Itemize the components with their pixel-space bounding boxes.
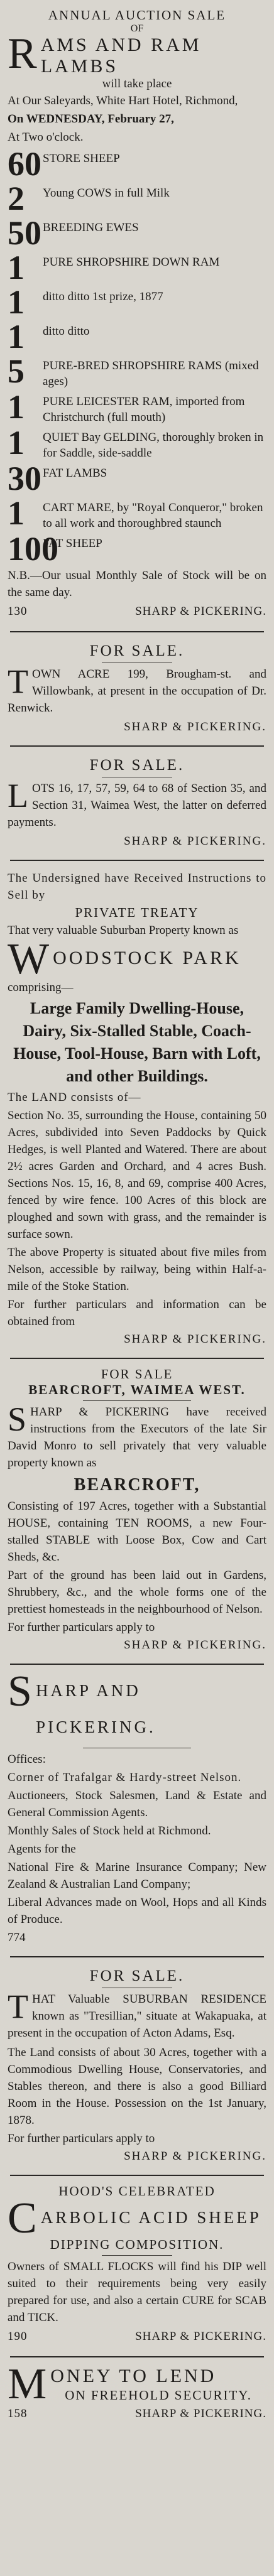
auction-title: ANNUAL AUCTION SALE	[48, 8, 226, 23]
auction-lot-number: 30	[8, 460, 41, 497]
divider	[10, 2356, 264, 2357]
bearcroft-further: For further particulars apply to	[8, 1621, 155, 1634]
money-signature: SHARP & PICKERING.	[135, 2407, 266, 2420]
auction-lot	[8, 532, 266, 566]
woodstock-signature: SHARP & PICKERING.	[124, 1333, 266, 1346]
short-divider	[102, 2255, 172, 2256]
woodstock-park-ad	[5, 865, 269, 1354]
auction-lot-number: 5	[8, 352, 25, 390]
bearcroft-details: Consisting of 197 Acres, together with a Substantial HOUSE, containing TEN ROOMS, a new Four-stalled STABLE with Loose Box, Cow and Cart Sheds, &c.	[8, 1500, 266, 1564]
auction-time: At Two o'clock.	[8, 131, 84, 144]
bearcroft-signature: SHARP & PICKERING.	[124, 1638, 266, 1652]
tresillian-text: HAT Valuable SUBURBAN RESIDENCE known as "Tresillian," situate at Wakapuaka, at present in the occupation of Acton Adams, Esq.	[8, 1993, 266, 2040]
for-sale-signature: SHARP & PICKERING.	[124, 835, 266, 848]
carbolic-footer	[8, 2330, 266, 2344]
auction-lot-text: CART MARE, by "Royal Conqueror," broken to all work and thoroughbred staunch	[43, 501, 263, 530]
auction-footer	[8, 605, 266, 619]
bearcroft-name: BEARCROFT,	[74, 1475, 200, 1495]
for-sale-lots-ad	[5, 750, 269, 856]
offices-name-row	[8, 1667, 266, 1745]
offices-name: HARP AND PICKERING.	[35, 1681, 156, 1736]
woodstock-dropcap: W	[8, 935, 50, 983]
tresillian-ad	[5, 1961, 269, 2171]
auction-lot	[8, 354, 266, 389]
auction-lot	[8, 147, 266, 181]
auction-lot-text: FAT SHEEP	[43, 537, 102, 550]
auction-date: On WEDNESDAY, February 27,	[8, 112, 174, 126]
money-footer	[8, 2407, 266, 2421]
auction-lot-text: ditto ditto	[43, 325, 90, 338]
woodstock-land-body: Section No. 35, surrounding the House, containing 50 Acres, subdivided into Seven Paddocks by Quick Hedges, is well Planted and Watered. There are about 2½ acres Garden and Orchard, and 4 acres Bush. Sections Nos. 15, 16, 8, and 69, comprise 400 Acres, fenced by wire fence. 100 Acres of this block are ploughed and sown with grass, and the remainder is surface sown.	[8, 1109, 266, 1241]
woodstock-subtitle: That very valuable Suburban Property known as	[8, 924, 239, 937]
carbolic-signature: SHARP & PICKERING.	[135, 2330, 266, 2343]
auction-signature: SHARP & PICKERING.	[135, 605, 266, 618]
woodstock-further: For further particulars and information can be obtained from	[8, 1298, 266, 1328]
auction-lot-text: PURE LEICESTER RAM, imported from Christchurch (full mouth)	[43, 395, 245, 424]
auction-dropcap: R	[8, 30, 37, 78]
for-sale-text: OWN ACRE 199, Brougham-st. and Willowbank, at present in the occupation of Dr. Renwick.	[8, 668, 266, 715]
money-ref-number: 158	[8, 2407, 28, 2420]
money-name-row	[8, 2360, 266, 2408]
auction-lot-number: 1	[8, 283, 25, 321]
carbolic-ref-number: 190	[8, 2330, 28, 2343]
auction-lots-list	[8, 147, 266, 566]
bearcroft-subheading: BEARCROFT, WAIMEA WEST.	[28, 1382, 246, 1397]
bearcroft-body	[8, 1400, 266, 1471]
offices-advances: Liberal Advances made on Wool, Hops and all Kinds of Produce.	[8, 1896, 266, 1926]
tresillian-land: The Land consists of about 30 Acres, together with a Commodious Dwelling House, Conservatories, and Stables thereon, and there is also a good Billiard Room in the House. Possession on the 1st January, 1878.	[8, 2046, 266, 2127]
for-sale-town-acre-ad	[5, 636, 269, 742]
divider	[10, 2175, 264, 2176]
auction-lot-text: BREEDING EWES	[43, 221, 139, 234]
woodstock-treaty: PRIVATE TREATY	[75, 905, 199, 920]
divider	[10, 1358, 264, 1359]
tresillian-signature: SHARP & PICKERING.	[124, 2150, 266, 2163]
tresillian-body	[8, 1988, 266, 2042]
auction-lot-text: FAT LAMBS	[43, 467, 107, 480]
for-sale-text: OTS 16, 17, 57, 59, 64 to 68 of Section 35, and Section 31, Waimea West, the latter on deferred payments.	[8, 782, 266, 829]
auction-lot-text: STORE SHEEP	[43, 152, 120, 165]
carbolic-sub: DIPPING COMPOSITION.	[50, 2237, 224, 2252]
tresillian-heading: FOR SALE.	[89, 1967, 185, 1984]
auction-ad	[5, 4, 269, 627]
auction-lot	[8, 390, 266, 425]
woodstock-name-row	[8, 935, 266, 983]
bearcroft-heading: FOR SALE	[101, 1366, 173, 1382]
carbolic-dropcap: C	[8, 2194, 37, 2243]
divider	[10, 1664, 264, 1665]
money-sub: ON FREEHOLD SECURITY.	[65, 2388, 252, 2403]
carbolic-ad	[5, 2180, 269, 2352]
auction-lot	[8, 496, 266, 531]
offices-agencies: National Fire & Marine Insurance Company; New Zealand & Australian Land Company;	[8, 1861, 266, 1891]
short-divider	[83, 1400, 191, 1401]
for-sale-dropcap: T	[8, 663, 28, 700]
offices-roles: Auctioneers, Stock Salesmen, Land & Estate and General Commission Agents.	[8, 1789, 266, 1819]
auction-lot-text: ditto ditto 1st prize, 1877	[43, 290, 163, 303]
divider	[10, 860, 264, 861]
money-dropcap: M	[8, 2360, 47, 2408]
divider	[10, 1956, 264, 1957]
carbolic-title: HOOD'S CELEBRATED	[58, 2184, 216, 2199]
offices-dropcap: S	[8, 1667, 32, 1716]
auction-lot	[8, 216, 266, 250]
auction-lot-text: PURE-BRED SHROPSHIRE RAMS (mixed ages)	[43, 359, 259, 388]
offices-label: Offices:	[8, 1753, 46, 1766]
auction-lot-text: PURE SHROPSHIRE DOWN RAM	[43, 256, 220, 269]
auction-lot	[8, 320, 266, 354]
for-sale-heading: FOR SALE.	[89, 757, 185, 774]
offices-ref-number: 774	[8, 1931, 26, 1944]
woodstock-note: The above Property is situated about five miles from Nelson, accessible by railway, being within Half-a-mile of the Stoke Station.	[8, 1246, 266, 1293]
tresillian-dropcap: T	[8, 1988, 28, 2025]
auction-lot	[8, 285, 266, 319]
auction-lot	[8, 462, 266, 495]
auction-lot-number: 2	[8, 180, 25, 217]
carbolic-body: Owners of SMALL FLOCKS will find his DIP well suited to their requirements being very easily prepared for use, and also a certain CURE for SCAB and TICK.	[8, 2260, 266, 2324]
auction-lot-number: 1	[8, 318, 25, 355]
woodstock-features: Large Family Dwelling-House, Dairy, Six-Stalled Stable, Coach-House, Tool-House, Barn with Loft, and other Buildings.	[13, 999, 261, 1085]
offices-agents-for: Agents for the	[8, 1843, 76, 1856]
auction-headline-row	[8, 30, 266, 91]
for-sale-body	[8, 663, 266, 717]
carbolic-name-row	[8, 2194, 266, 2243]
auction-lot	[8, 181, 266, 215]
woodstock-comprising: comprising—	[8, 981, 74, 994]
auction-lot-number: 1	[8, 424, 25, 462]
auction-lot	[8, 426, 266, 461]
auction-will-take-place: will take place	[102, 77, 172, 90]
auction-lot-text: Young COWS in full Milk	[43, 187, 170, 200]
auction-lot-number: 1	[8, 249, 25, 286]
auction-lot-number: 100	[8, 530, 58, 568]
auction-ref-number: 130	[8, 605, 28, 618]
auction-lot-number: 60	[8, 145, 41, 183]
auction-lot-number: 1	[8, 388, 25, 426]
auction-lot-number: 1	[8, 494, 25, 532]
woodstock-intro: The Undersigned have Received Instructions to Sell by	[8, 872, 266, 902]
auction-lot-text: QUIET Bay GELDING, thoroughly broken in for Saddle, side-saddle	[43, 431, 264, 460]
offices-ad	[5, 1669, 269, 1952]
auction-headline: AMS AND RAM LAMBS	[40, 35, 202, 77]
bearcroft-text: HARP & PICKERING have received instructions from the Executors of the late Sir David Monro to sell privately that very valuable property known as	[8, 1405, 266, 1469]
newspaper-column	[5, 0, 269, 2430]
tresillian-further: For further particulars apply to	[8, 2132, 155, 2145]
divider	[10, 631, 264, 632]
divider	[10, 745, 264, 747]
bearcroft-ad	[5, 1363, 269, 1660]
woodstock-name: OODSTOCK PARK	[53, 948, 241, 968]
bearcroft-dropcap: S	[8, 1400, 27, 1438]
offices-monthly: Monthly Sales of Stock held at Richmond.	[8, 1824, 211, 1837]
carbolic-name: ARBOLIC ACID SHEEP	[40, 2208, 261, 2227]
for-sale-heading: FOR SALE.	[89, 642, 185, 659]
for-sale-dropcap: L	[8, 777, 28, 814]
money-to-lend-ad	[5, 2361, 269, 2430]
bearcroft-grounds: Part of the ground has been laid out in Gardens, Shrubbery, &c., and the whole forms one of the prettiest homesteads in the neighbourhood of Nelson.	[8, 1569, 266, 1616]
auction-lot-number: 50	[8, 214, 41, 252]
auction-lot	[8, 251, 266, 284]
for-sale-signature: SHARP & PICKERING.	[124, 720, 266, 733]
offices-address: Corner of Trafalgar & Hardy-street Nelson.	[8, 1771, 242, 1784]
auction-of: OF	[130, 23, 144, 34]
auction-note: N.B.—Our usual Monthly Sale of Stock will be on the same day.	[8, 569, 266, 599]
woodstock-land-heading: The LAND consists of—	[8, 1091, 141, 1104]
for-sale-body	[8, 777, 266, 831]
money-headline: ONEY TO LEND	[50, 2366, 217, 2386]
auction-location: At Our Saleyards, White Hart Hotel, Richmond,	[8, 94, 238, 107]
